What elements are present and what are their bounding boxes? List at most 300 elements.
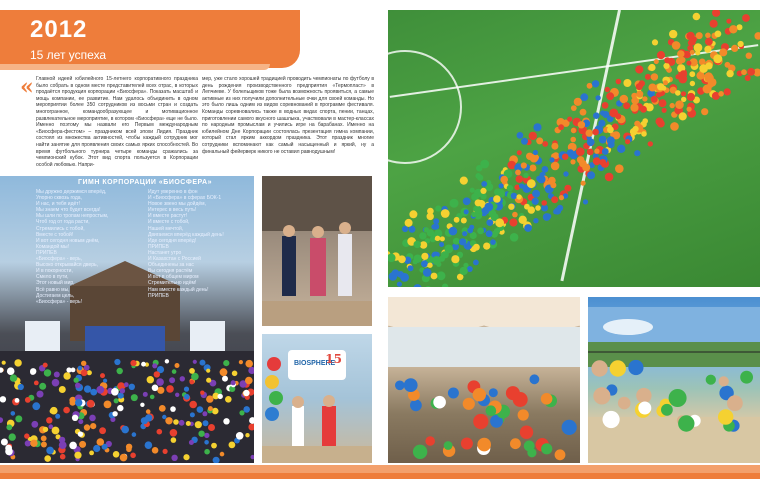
person-dot (713, 54, 722, 63)
person-dot (31, 421, 38, 428)
crowd-shape (388, 10, 760, 287)
person-dot (189, 440, 194, 445)
person-dot (141, 362, 146, 367)
person-dot (726, 19, 731, 24)
person-dot (690, 81, 695, 86)
person-dot (427, 263, 432, 268)
person-dot (203, 420, 209, 426)
person-dot (689, 71, 695, 77)
person-dot (696, 32, 703, 39)
person-dot (648, 141, 653, 146)
person-dot (55, 414, 60, 419)
person-dot (229, 442, 236, 449)
person-dot (581, 181, 586, 186)
person-dot (126, 444, 132, 450)
person-dot (510, 438, 521, 449)
person-dot (625, 139, 630, 144)
person-dot (442, 284, 448, 288)
person-dot (551, 196, 558, 203)
person-dot (464, 209, 469, 214)
person-dot (129, 384, 135, 390)
person-dot (454, 217, 460, 223)
person-dot (519, 216, 527, 224)
person-dot (747, 68, 755, 76)
person-dot (669, 389, 687, 407)
person-dot (654, 59, 659, 64)
person-dot (686, 61, 691, 66)
person-dot (499, 183, 504, 188)
person-dot (718, 91, 724, 97)
person-dot (533, 218, 538, 223)
person-dot (397, 282, 402, 287)
person-dot (580, 109, 587, 116)
person-dot (533, 123, 541, 131)
person-dot (7, 367, 15, 375)
person-dot (555, 449, 566, 460)
person-dot (400, 273, 409, 282)
person-dot (470, 188, 475, 193)
person-dot (150, 395, 155, 400)
person-dot (726, 70, 733, 77)
person-dot (431, 224, 436, 229)
person-dot (516, 194, 521, 199)
person-dot (421, 260, 428, 267)
person-dot (180, 376, 185, 381)
person-dot (558, 124, 564, 130)
person-dot (74, 378, 79, 383)
person-dot (427, 208, 434, 215)
anthem-title: ГИМН КОРПОРАЦИИ «БИОСФЕРА» (77, 179, 213, 186)
person-dot (580, 93, 588, 101)
person-dot (493, 195, 501, 203)
person-dot (190, 380, 195, 385)
person-dot (112, 411, 117, 416)
person-dot (145, 441, 153, 449)
person-dot (477, 175, 483, 181)
person-dot (664, 57, 670, 63)
tent-scene (388, 297, 580, 463)
person-dot (162, 415, 166, 419)
person-dot (25, 440, 31, 446)
person-dot (113, 451, 120, 458)
person-dot (423, 268, 432, 277)
person-dot (605, 173, 614, 182)
person-dot (670, 122, 679, 131)
person-dot (542, 141, 548, 147)
person-dot (529, 165, 536, 172)
year-title: 2012 (30, 16, 88, 43)
person-dot (239, 410, 244, 415)
person-dot (421, 253, 428, 260)
person-dot (392, 269, 400, 277)
person-dot (574, 98, 582, 106)
person-dot (719, 48, 727, 56)
person-dot (705, 33, 711, 39)
person-dot (54, 372, 60, 378)
person-dot (473, 244, 480, 251)
person-dot (46, 417, 52, 423)
person-dot (642, 96, 647, 101)
person-dot (141, 417, 148, 424)
person-dot (43, 363, 48, 368)
person-dot (84, 424, 90, 430)
person-dot (532, 198, 539, 205)
person-dot (198, 431, 204, 437)
person-dot (635, 65, 643, 73)
person-dot (200, 391, 204, 395)
anthem-lyrics-left: Мы дружно держимся вперёд, Упорно сквозь года, И нас, и тебя идёт! Мы знаем что будет всегда! Мы шли по тропам непростым, Чтоб год от года расти, Стремились с тобой, Вместе с тобой! И вот сегодня новым днём, Командой мы! ПРИПЕВ «Биосфера» - верь, Высоко открывайся дверь, И в покорности, Смело в пути, Этот новый мир, Всё равно мы, Достигаем цель, «Биосфера» - верь! (36, 189, 109, 305)
person-dot (206, 395, 213, 402)
person-dot (473, 260, 479, 266)
person-dot (587, 171, 595, 179)
person-dot (171, 455, 177, 461)
person-dot (489, 388, 498, 397)
person-dot (173, 419, 179, 425)
person-dot (131, 394, 138, 401)
person-dot (526, 153, 533, 160)
person-dot (559, 195, 564, 200)
person-dot (74, 452, 81, 459)
anthem-lyrics-right: Идут уверенно в фон И «Биосфера» в сферах БОК-1 Новое звено мы дойдём, Интерес в весь путь! И вместе растут! И вместе с тобой, Нашей мечтой, Двигаемся вперёд каждый день! Иде сегодня вперёд! ПРИПЕВ Настанет утро И Казахстан с Россией Объединены за нас Вы сегодня растём И вот в общем миром Стремительно идём! Нам вместе каждый день! ПРИПЕВ (148, 189, 224, 299)
person-dot (550, 182, 556, 188)
person-dot (494, 228, 500, 234)
person-dot (587, 149, 594, 156)
person-dot (15, 415, 22, 422)
person-dot (662, 108, 667, 113)
person-dot (5, 445, 12, 452)
person-dot (524, 224, 532, 232)
person-dot (225, 396, 232, 403)
person-dot (172, 369, 177, 374)
person-dot (652, 39, 658, 45)
person-dot (461, 438, 473, 450)
person-dot (459, 238, 466, 245)
person-dot (729, 25, 737, 33)
person-dot (576, 147, 585, 156)
person-dot (100, 373, 105, 378)
person-dot (656, 118, 664, 126)
person-dot (236, 432, 244, 440)
person-dot (89, 451, 94, 456)
person-dot (223, 418, 229, 424)
person-dot (515, 170, 521, 176)
logo-text: BIOSPHERE (294, 360, 336, 367)
person-dot (699, 59, 706, 66)
header-tab-shadow (0, 64, 270, 70)
person-dot (593, 157, 601, 165)
person-dot (567, 117, 572, 122)
person-dot (171, 437, 177, 443)
person-dot (640, 106, 647, 113)
person-dot (66, 367, 71, 372)
person-dot (618, 397, 631, 410)
person-dot (463, 398, 475, 410)
person-dot (704, 74, 713, 83)
person-dot (602, 111, 609, 118)
person-dot (593, 112, 600, 119)
person-dot (703, 85, 712, 94)
person-dot (117, 405, 123, 411)
person-dot (461, 218, 467, 224)
person-dot (186, 421, 191, 426)
person-dot (414, 241, 421, 248)
person-dot (204, 449, 210, 455)
person-dot (195, 421, 202, 428)
person-dot (440, 236, 445, 241)
person-dot (656, 92, 661, 97)
person-dot (84, 385, 91, 392)
person-dot (520, 426, 533, 439)
person-dot (222, 376, 228, 382)
person-dot (50, 407, 58, 415)
person-dot (46, 447, 54, 455)
person-dot (1, 439, 8, 446)
person-dot (439, 242, 444, 247)
person-dot (532, 190, 540, 198)
person-dot (483, 243, 490, 250)
person-dot (603, 411, 620, 428)
person-dot (154, 371, 160, 377)
person-dot (530, 374, 540, 384)
person-dot (687, 107, 692, 112)
person-dot (43, 427, 48, 432)
person-dot (642, 118, 648, 124)
person-dot (517, 132, 524, 139)
person-dot (661, 86, 666, 91)
person-dot (617, 145, 625, 153)
person-dot (189, 368, 195, 374)
person-dot (678, 415, 694, 431)
person-dot (586, 129, 593, 136)
year-subtitle: 15 лет успеха (30, 48, 107, 62)
person-dot (616, 79, 622, 85)
person-dot (486, 405, 497, 416)
person-dot (551, 143, 558, 150)
person-dot (582, 164, 590, 172)
person-dot (533, 154, 539, 160)
person-dot (636, 83, 643, 90)
person-dot (725, 62, 731, 68)
person-dot (424, 286, 432, 287)
person-dot (541, 393, 553, 405)
person-dot (146, 409, 151, 414)
person-dot (500, 176, 508, 184)
person-dot (44, 369, 51, 376)
person-dot (719, 376, 729, 386)
person-dot (69, 442, 77, 450)
person-dot (114, 398, 119, 403)
person-dot (190, 412, 195, 417)
person-dot (413, 445, 427, 459)
person-dot (104, 401, 112, 409)
person-dot (30, 440, 37, 447)
person-dot (147, 376, 154, 383)
person-dot (473, 414, 488, 429)
person-dot (615, 113, 621, 119)
person-dot (742, 14, 750, 22)
person-dot (463, 197, 471, 205)
person-dot (641, 131, 647, 137)
person-dot (648, 64, 655, 71)
person-dot (18, 384, 24, 390)
person-dot (527, 179, 536, 188)
person-dot (516, 175, 524, 183)
person-dot (602, 148, 609, 155)
person-dot (433, 396, 446, 409)
person-dot (731, 45, 738, 52)
person-dot (156, 378, 164, 386)
dance-scene (262, 176, 372, 326)
person-dot (679, 112, 687, 120)
person-dot (208, 424, 215, 431)
person-dot (78, 431, 83, 436)
person-dot (551, 162, 560, 171)
person-dot (99, 427, 106, 434)
person-dot (41, 442, 47, 448)
person-dot (437, 271, 446, 280)
person-dot (111, 388, 119, 396)
year-header-tab (0, 10, 300, 68)
person-dot (152, 385, 159, 392)
person-dot (441, 251, 448, 258)
person-dot (206, 369, 210, 373)
person-dot (81, 370, 88, 377)
person-dot (143, 392, 148, 397)
person-dot (231, 380, 236, 385)
photo-tent-gathering (388, 297, 580, 463)
person-dot (570, 137, 576, 143)
person-dot (243, 406, 250, 413)
person-dot (680, 70, 688, 78)
person-dot (44, 455, 51, 462)
quote-mark: « (20, 74, 34, 100)
person-dot (517, 150, 522, 155)
person-dot (34, 381, 39, 386)
person-dot (114, 359, 120, 365)
person-dot (451, 255, 459, 263)
person-dot (521, 162, 527, 168)
photo-volleyball-team (588, 297, 760, 463)
person-dot (72, 415, 78, 421)
person-dot (506, 386, 520, 400)
person-dot (554, 207, 561, 214)
person-dot (672, 41, 681, 50)
person-dot (449, 227, 458, 236)
person-dot (75, 383, 81, 389)
person-dot (93, 445, 100, 452)
person-dot (467, 228, 473, 234)
person-dot (159, 405, 166, 412)
person-dot (583, 199, 588, 204)
person-dot (738, 41, 744, 47)
person-dot (638, 402, 651, 415)
person-dot (63, 407, 70, 414)
person-dot (687, 93, 695, 101)
person-dot (170, 429, 178, 437)
person-dot (405, 219, 413, 227)
person-dot (523, 173, 528, 178)
person-dot (11, 411, 16, 416)
person-dot (130, 453, 136, 459)
person-dot (693, 13, 701, 21)
person-dot (152, 447, 159, 454)
person-dot (480, 188, 486, 194)
person-dot (607, 126, 614, 133)
person-dot (120, 388, 125, 393)
person-dot (398, 255, 406, 263)
person-dot (511, 193, 517, 199)
person-dot (200, 360, 206, 366)
person-dot (636, 91, 643, 98)
person-dot (132, 432, 137, 437)
person-dot (587, 138, 595, 146)
person-dot (490, 239, 496, 245)
person-dot (477, 438, 491, 452)
person-dot (87, 400, 95, 408)
person-dot (715, 31, 722, 38)
person-dot (450, 199, 459, 208)
article-column-2: мер, уже стало хорошей традицией проводить чемпионаты по футболу в день рождения производственного предприятия «Термопласт» в Лепчиеве. У болельщиков тоже была возможность проявиться, а самые активные из них получили дополнительные очки для своей команды. Но это было лишь одним из видов соревнований в программе фестиваля. Команды соревновались также в водных видах спорта, пении, танцах, приготовлении самого вкусного шашлыка, участвовали в мастер-классах по народным промыслам и учились игре на барабанах. Именно на юбилейном Дне Корпорации состоялась презентация гимна компании, который стал ярким аккордом праздника. Этот праздник многие сотрудники вспоминают как самый насыщенный и яркий, ну а финальный фейерверк никого не оставил равнодушным! (202, 76, 374, 155)
person-dot (636, 388, 651, 403)
person-dot (59, 437, 65, 443)
person-dot (754, 32, 760, 40)
person-dot (208, 406, 213, 411)
person-dot (175, 363, 180, 368)
person-dot (96, 386, 104, 394)
person-dot (745, 75, 751, 81)
person-dot (78, 366, 83, 371)
person-dot (481, 181, 487, 187)
person-dot (699, 64, 708, 73)
volley-scene (588, 297, 760, 463)
person-dot (25, 397, 31, 403)
person-dot (677, 50, 684, 57)
person-dot (663, 80, 668, 85)
person-dot (70, 400, 76, 406)
person-dot (52, 379, 60, 387)
person-dot (529, 132, 537, 140)
person-dot (184, 387, 189, 392)
person-dot (475, 199, 482, 206)
person-dot (533, 150, 538, 155)
person-dot (536, 137, 543, 144)
person-dot (121, 426, 129, 434)
person-dot (419, 232, 426, 239)
person-dot (90, 389, 97, 396)
person-dot (78, 419, 83, 424)
person-dot (615, 164, 624, 173)
person-dot (562, 154, 568, 160)
person-dot (124, 382, 129, 387)
photo-dancing-people (262, 176, 372, 326)
person-dot (211, 443, 217, 449)
person-dot (599, 159, 606, 166)
person-dot (484, 203, 493, 212)
person-dot (651, 96, 658, 103)
person-dot (444, 441, 453, 450)
person-dot (197, 406, 204, 413)
person-dot (564, 185, 571, 192)
person-dot (528, 206, 535, 213)
person-dot (527, 448, 536, 457)
person-dot (204, 433, 209, 438)
person-dot (103, 379, 107, 383)
person-dot (220, 452, 225, 457)
person-dot (695, 50, 700, 55)
person-dot (10, 374, 17, 381)
person-dot (518, 409, 529, 420)
person-dot (433, 218, 439, 224)
